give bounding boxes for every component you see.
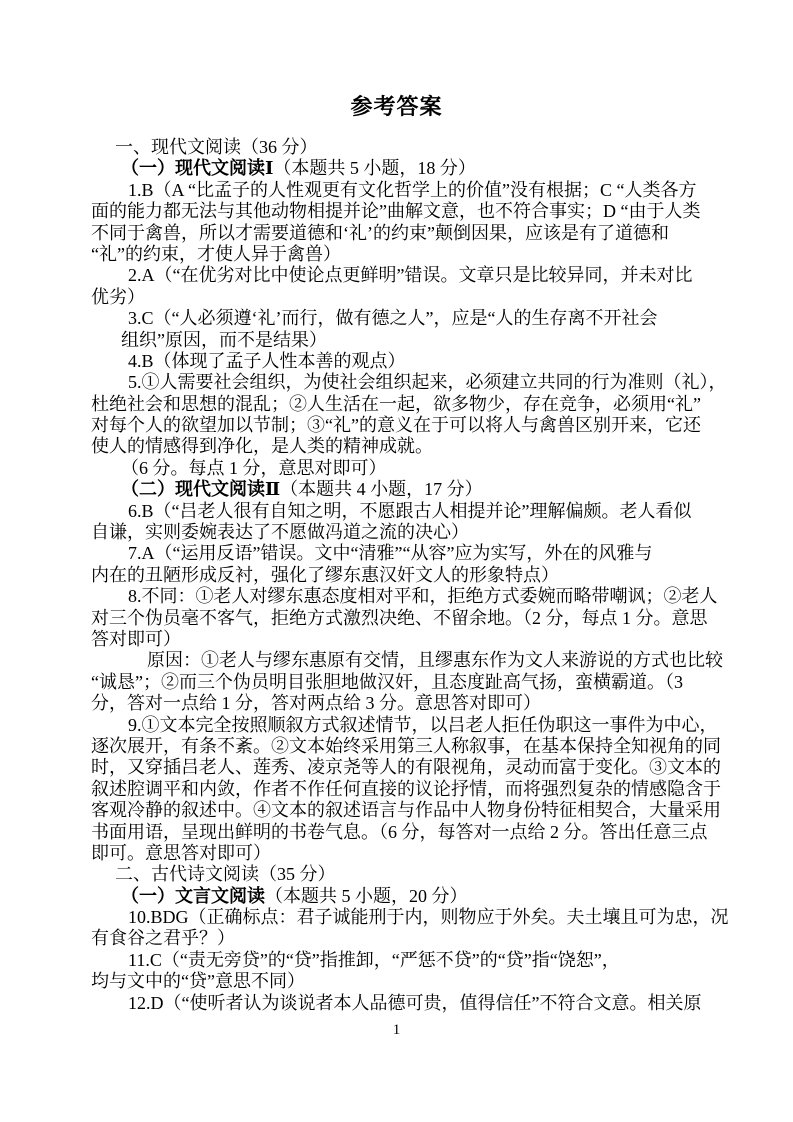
- text-run: 9.①文本完全按照顺叙方式叙述情节，以吕老人拒任伪职这一事件为中心，: [128, 714, 718, 735]
- text-run: （本题共 5 小题，18 分）: [273, 158, 476, 179]
- text-line: [91, 308, 703, 329]
- text-run: （6 分。每点 1 分，意思对即可）: [121, 457, 387, 478]
- text-line: [91, 821, 708, 843]
- text-run: 5.①人需要社会组织，为使社会组织起来，必须建立共同的行为准则（礼），: [128, 372, 727, 393]
- text-line: [91, 522, 703, 543]
- text-run: 11.C（“责无旁贷”的“贷”指推卸，“严惩不贷”的“贷”指“饶恕”，: [128, 949, 620, 970]
- text-run: 二、古代诗文阅读（35 分）: [115, 864, 336, 885]
- text-line: [91, 714, 718, 736]
- text-line: [91, 543, 703, 564]
- text-line: [91, 607, 708, 629]
- text-line: [91, 928, 703, 949]
- text-run: 杜绝社会和思想的混乱；②人生活在一起，欲多物少，存在竞争，必须用“礼”: [91, 393, 701, 414]
- text-line: [91, 287, 703, 308]
- text-run: 一、现代文阅读（36 分）: [115, 137, 318, 157]
- text-line: [91, 479, 703, 500]
- text-line: [91, 650, 723, 671]
- text-line: [91, 886, 703, 907]
- text-line: [91, 180, 703, 201]
- text-run: 时，又穿插吕老人、莲秀、凌京尧等人的有限视角，灵动而富于变化。③文本的: [91, 757, 721, 778]
- section-heading: （二）现代文阅读Ⅱ: [121, 479, 281, 500]
- text-run: 12.D（“使听者认为谈说者本人品德可贵，值得信任”不符合文意。相关原: [128, 992, 702, 1013]
- text-run: 均与文中的“贷”意思不同）: [91, 971, 305, 992]
- text-line: [91, 672, 703, 693]
- text-line: [91, 394, 703, 415]
- page-title: 参考答案: [350, 94, 443, 119]
- text-run: 内在的丑陋形成反衬，强化了缪东惠汉奸文人的形象特点）: [91, 564, 559, 585]
- text-line: [91, 993, 703, 1014]
- text-run: 对每个人的欲望加以节制；③“礼”的意义在于可以将人与禽兽区别开来，它还: [91, 415, 701, 436]
- text-run: 答对即可）: [91, 628, 181, 649]
- text-line: [91, 201, 703, 222]
- text-line: [91, 330, 703, 351]
- text-line: [91, 223, 703, 244]
- text-run: 对三个伪员毫不客气，拒绝方式激烈决绝、不留余地。（2 分，每点 1 分。意思: [91, 607, 708, 628]
- text-run: 3.C（“人必须遵‘礼’而行，做有德之人”，应是“人的生存离不开社会: [128, 308, 658, 329]
- text-run: “礼”的约束，才使人异于禽兽）: [91, 243, 341, 264]
- text-line: [91, 458, 703, 479]
- text-run: 优劣）: [91, 286, 145, 307]
- text-line: [91, 501, 703, 522]
- text-run: 分，答对一点给 1 分，答对两点给 3 分。意思答对即可）: [91, 693, 541, 714]
- text-line: [91, 436, 703, 457]
- page-number: 1: [392, 1022, 401, 1038]
- text-run: 6.B（“吕老人很有自知之明，不愿跟古人相提并论”理解偏颇。老人看似: [128, 500, 692, 521]
- text-run: 自谦，实则委婉表达了不愿做冯道之流的决心）: [91, 522, 469, 543]
- text-line: [91, 778, 721, 800]
- text-line: [91, 843, 703, 864]
- text-line: [91, 950, 703, 971]
- text-run: 8.不同：①老人对缪东惠态度相对平和，拒绝方式委婉而略带嘲讽；②老人: [128, 586, 718, 607]
- text-line: [91, 735, 721, 757]
- text-line: [91, 265, 703, 286]
- text-line: [91, 158, 703, 179]
- text-line: [91, 693, 703, 714]
- text-line: [91, 244, 703, 265]
- text-run: （本题共 4 小题，17 分）: [280, 479, 483, 500]
- text-line: [91, 415, 703, 436]
- text-run: 客观冷静的叙述中。④文本的叙述语言与作品中人物身份特征相契合，大量采用: [91, 800, 721, 821]
- document-body: [91, 137, 729, 1014]
- text-line: [91, 800, 721, 821]
- section-heading: （一）现代文阅读Ⅰ: [121, 158, 274, 179]
- text-run: 组织”原因，而不是结果）: [121, 329, 327, 350]
- text-run: 即可。意思答对即可）: [91, 842, 271, 863]
- text-run: 有食谷之君乎？）: [91, 928, 235, 949]
- text-run: （本题共 5 小题，20 分）: [265, 885, 468, 906]
- text-run: 1.B（A “比孟子的人性观更有文化哲学上的价值”没有根据；C “人类各方: [128, 179, 697, 200]
- text-line: [91, 137, 703, 158]
- text-run: 叙述腔调平和内敛，作者不作任何直接的议论抒情，而将强烈复杂的情感隐含于: [91, 778, 721, 799]
- text-run: 10.BDG（正确标点：君子诚能刑于内，则物应于外矣。夫土壤且可为忠，况: [128, 907, 729, 928]
- text-run: “诚恳”；②而三个伪员明目张胆地做汉奸，且态度趾高气扬，蛮横霸道。（3: [91, 671, 683, 692]
- text-line: [91, 586, 718, 607]
- text-run: 使人的情感得到净化，是人类的精神成就。: [91, 436, 433, 457]
- text-run: 书面用语，呈现出鲜明的书卷气息。（6 分，每答对一点给 2 分。答出任意三点: [91, 821, 708, 842]
- section-heading: （一）文言文阅读: [121, 885, 265, 906]
- text-line: [91, 372, 727, 393]
- text-line: [91, 565, 703, 586]
- text-run: 逐次展开，有条不紊。②文本始终采用第三人称叙事，在基本保持全知视角的同: [91, 735, 721, 756]
- text-line: [91, 757, 721, 778]
- text-line: [91, 971, 703, 992]
- text-line: [91, 629, 703, 650]
- text-run: 不同于禽兽，所以才需要道德和‘礼’的约束”颠倒因果，应该是有了道德和: [91, 222, 669, 243]
- text-run: 原因：①老人与缪东惠原有交情，且缪惠东作为文人来游说的方式也比较: [147, 650, 723, 671]
- text-line: [91, 351, 703, 372]
- text-line: [91, 864, 703, 885]
- text-line: [91, 907, 729, 928]
- text-run: 2.A（“在优劣对比中使论点更鲜明”错误。文章只是比较异同，并未对比: [128, 265, 693, 286]
- text-run: 7.A（“运用反语”错误。文中“清雅”“从容”应为实写，外在的风雅与: [128, 543, 653, 564]
- text-run: 4.B（体现了孟子人性本善的观点）: [128, 350, 406, 371]
- text-run: 面的能力都无法与其他动物相提并论”曲解文意，也不符合事实；D “由于人类: [91, 201, 701, 222]
